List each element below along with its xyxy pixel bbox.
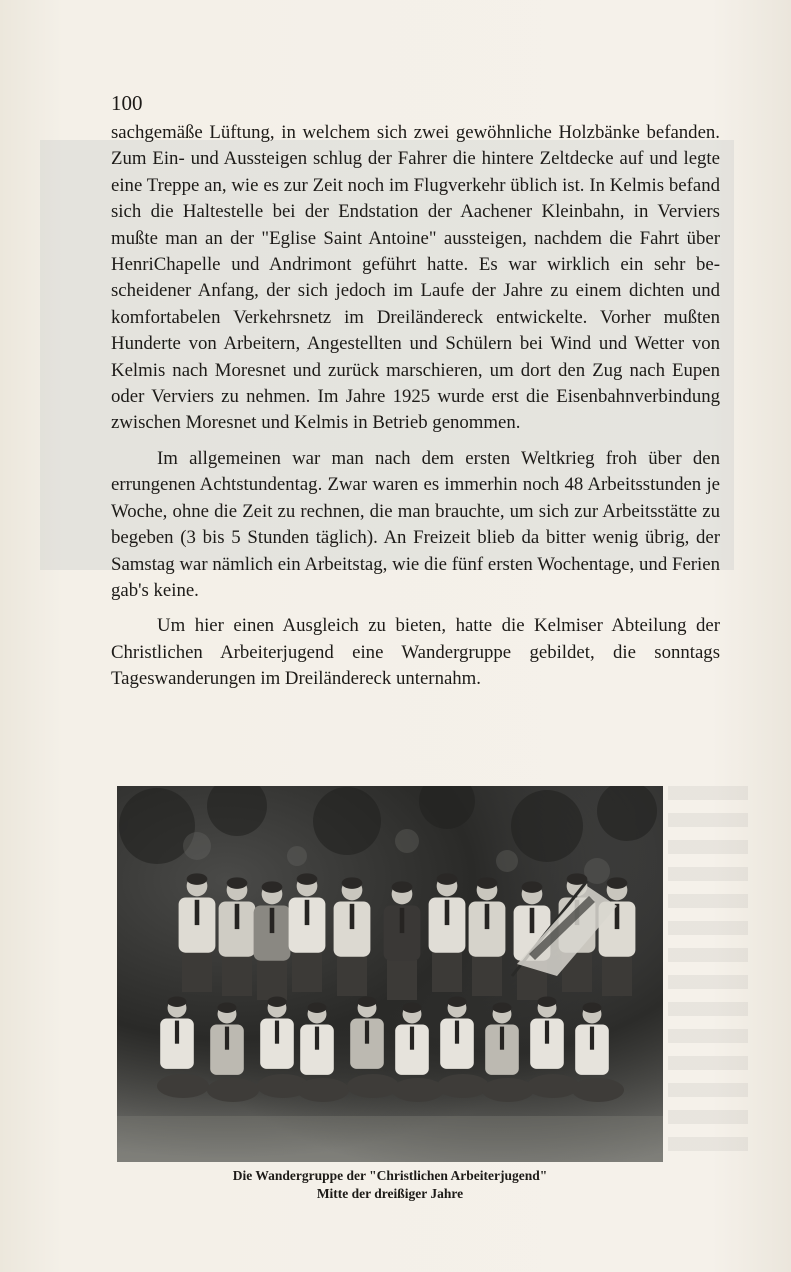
group-photo xyxy=(117,786,663,1162)
bleed-through-text xyxy=(668,786,748,1156)
paragraph-1: sachgemäße Lüftung, in welchem sich zwei gewöhnliche Holzbänke befanden. Zum Ein- und Aussteigen schlug der Fahrer die hintere Zeltdecke auf und legte eine Treppe an, wie es zur Zeit noch im Flugverkehr üblich ist. In Kelmis befand sich die Haltestelle bei der Endstation der Aachener Kleinbahn, in Verviers mußte man an der "Eglise Saint Antoine" aussteigen, nachdem die Fahrt über HenriChapelle und Andrimont geführt hatte. Es war wirklich ein sehr bescheidener Anfang, der sich jedoch im Laufe der Jahre zu einem dichten und komfortabelen Verkehrsnetz im Dreiländereck entwickelte. Vorher mußten Hunderte von Arbeitern, Angestellten und Schülern bei Wind und Wetter von Kelmis nach Moresnet und zurück marschieren, um dort den Zug nach Eupen oder Verviers zu nehmen. Im Jahre 1925 wurde erst die Eisenbahnverbindung zwischen Moresnet und Kelmis in Betrieb genommen. xyxy=(111,122,720,434)
caption-line-2: Mitte der dreißiger Jahre xyxy=(316,1186,464,1201)
body-text xyxy=(111,120,720,693)
caption-line-1: Die Wandergruppe der "Christlichen Arbeiterjugend" xyxy=(232,1168,548,1183)
seated-row xyxy=(157,996,624,1102)
photo-caption xyxy=(117,1167,663,1203)
group-photo-drawing xyxy=(117,786,663,1162)
paragraph-2: Im allgemeinen war man nach dem ersten Weltkrieg froh über den errungenen Achtstundentag. Zwar waren es immerhin noch 48 Arbeitsstunden je Woche, ohne die Zeit zu rechnen, die man brauchte, um sich zur Arbeitsstätte zu begeben (3 bis 5 Stunden täglich). An Freizeit blieb da bitter wenig übrig, der Samstag war nämlich ein Arbeitstag, wie die fünf ersten Wochentage, und Ferien gab's keine. xyxy=(111,447,720,601)
page-number: 100 xyxy=(111,91,143,115)
paragraph-3: Um hier einen Ausgleich zu bieten, hatte die Kelmiser Abteilung der Christlichen Arbeiterjugend eine Wandergruppe gebildet, die sonntags Tageswanderungen im Dreiländereck unternahm. xyxy=(111,615,720,690)
